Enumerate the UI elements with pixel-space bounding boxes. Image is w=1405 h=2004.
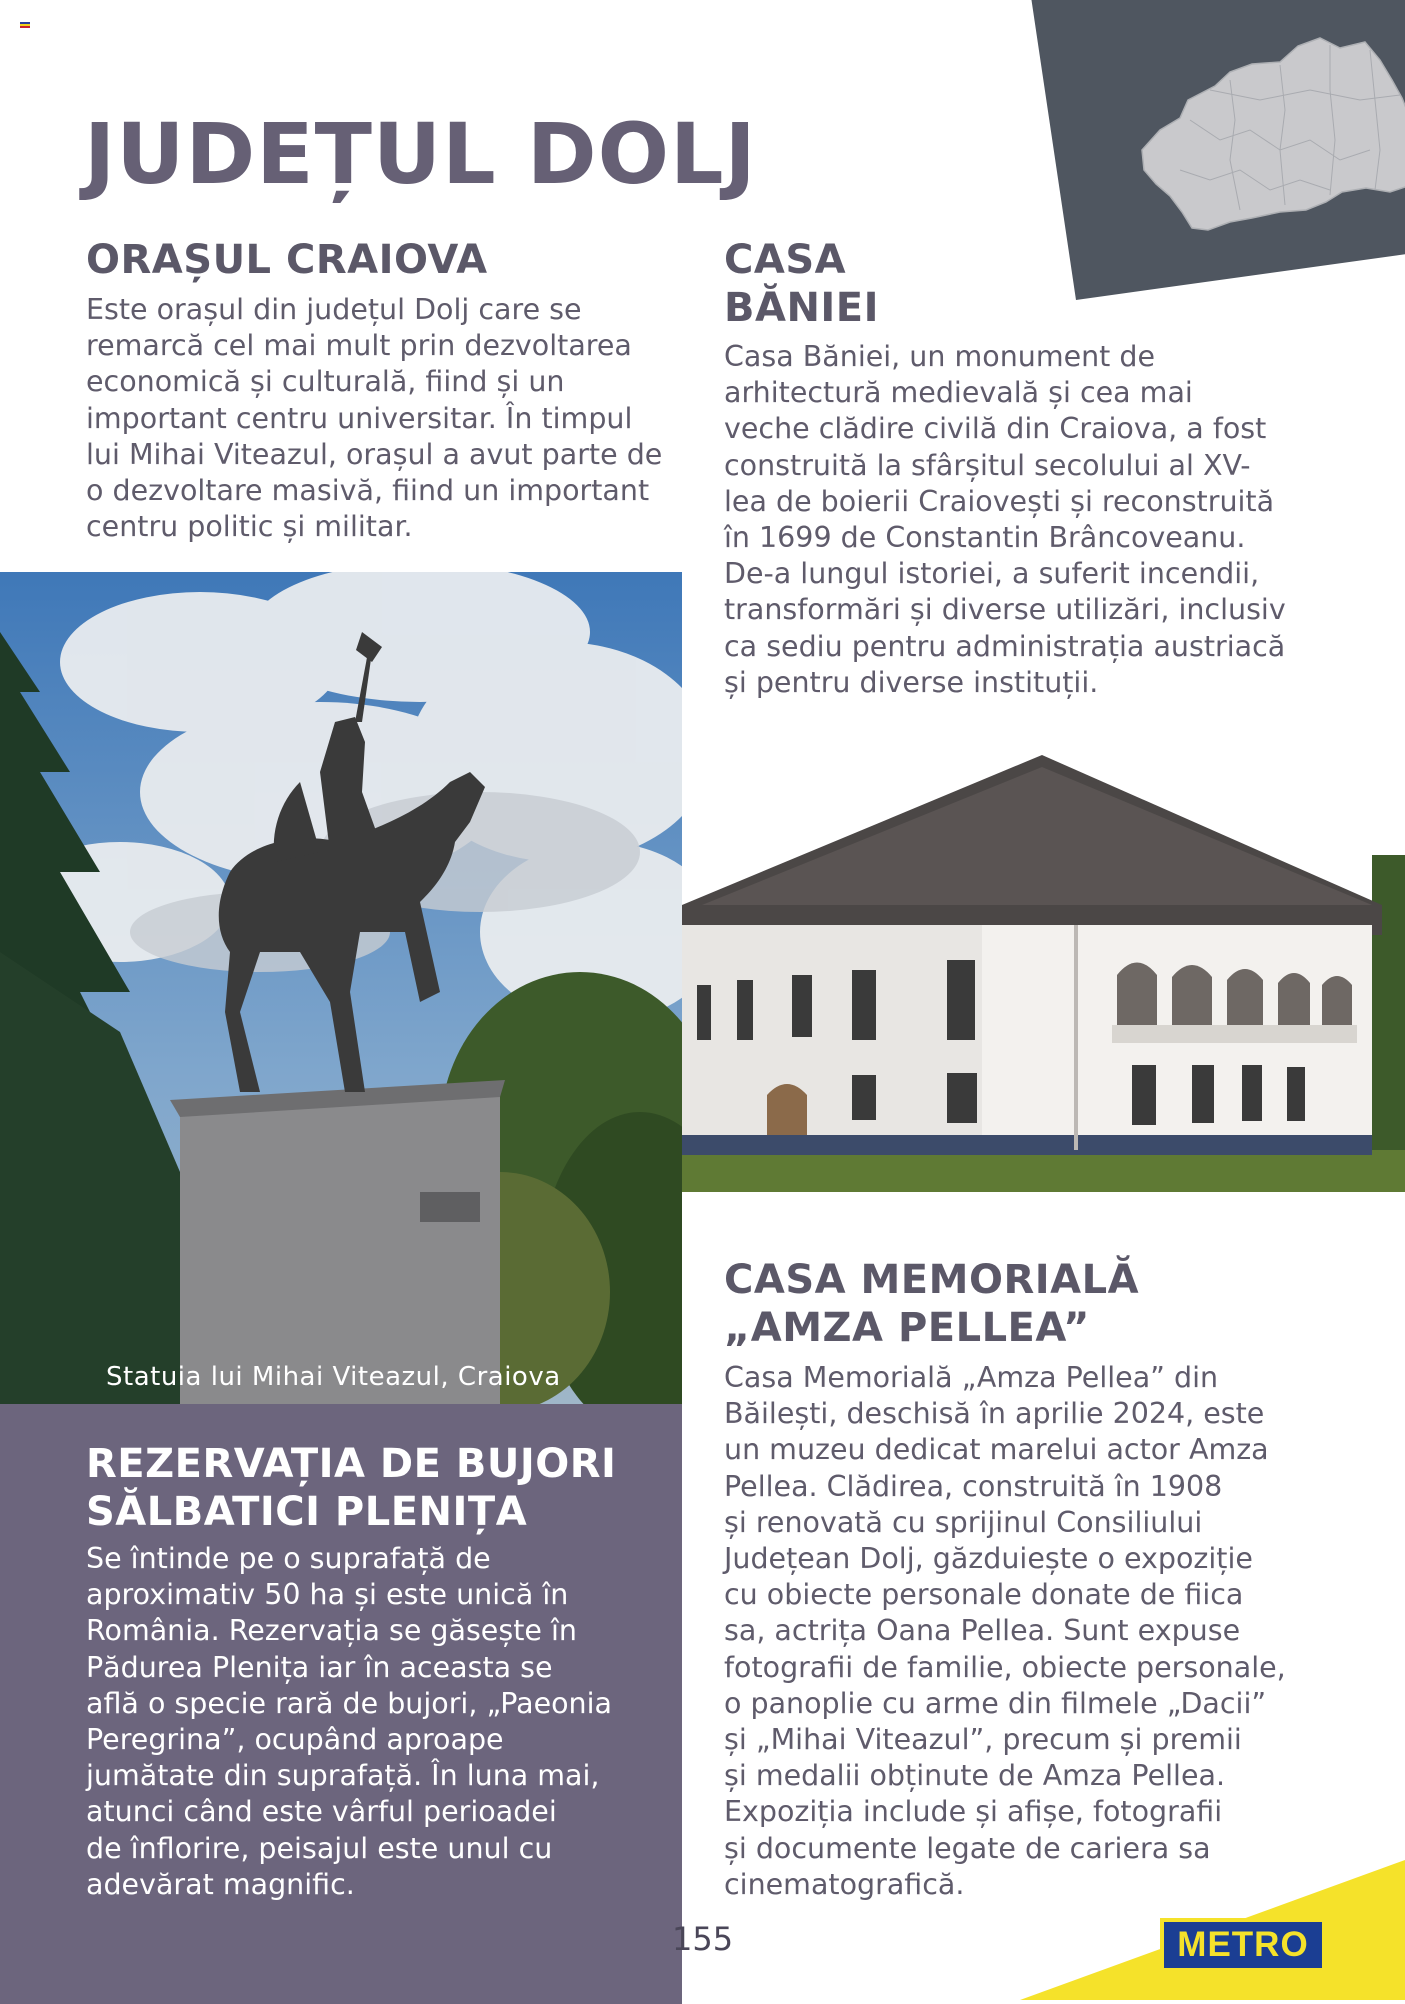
text-line: adevărat magnific. xyxy=(86,1867,355,1901)
text-line: atunci când este vârful perioadei xyxy=(86,1795,557,1829)
section-text-rezervatia xyxy=(86,1541,676,1903)
section-heading-casa-baniei xyxy=(724,236,879,332)
text-line: Casa Băniei, un monument de xyxy=(724,340,1156,373)
text-line: lui Mihai Viteazul, orașul a avut parte de xyxy=(86,437,663,471)
text-line: fotografii de familie, obiecte personale, xyxy=(724,1650,1286,1684)
text-line: construită la sfârșitul secolului al XV- xyxy=(724,448,1251,482)
text-line: De-a lungul istoriei, a suferit incendii, xyxy=(724,557,1260,591)
heading-line: BĂNIEI xyxy=(724,285,880,331)
text-line: și medalii obținute de Amza Pellea. xyxy=(724,1759,1226,1793)
text-line: important centru universitar. În timpul xyxy=(86,401,633,435)
heading-line: SĂLBATICI PLENIȚA xyxy=(86,1489,528,1535)
text-line: lea de boierii Craiovești și reconstruită xyxy=(724,484,1275,518)
section-heading-rezervatia xyxy=(86,1440,616,1536)
section-text-craiova xyxy=(86,292,686,545)
text-line: economică și culturală, fiind și un xyxy=(86,365,565,399)
photo-caption: Statuia lui Mihai Viteazul, Craiova xyxy=(106,1362,561,1392)
statue-photo xyxy=(0,572,682,1404)
text-line: Județean Dolj, găzduiește o expoziție xyxy=(724,1542,1253,1576)
section-text-amza-pellea xyxy=(724,1360,1374,1903)
text-line: și pentru diverse instituții. xyxy=(724,665,1099,699)
text-line: arhitectură medievală și cea mai xyxy=(724,376,1193,410)
heading-line: REZERVAȚIA DE BUJORI xyxy=(86,1441,617,1487)
text-line: sa, actrița Oana Pellea. Sunt expuse xyxy=(724,1614,1241,1648)
flag-icon xyxy=(20,22,30,28)
page-title: JUDEȚUL DOLJ xyxy=(84,105,757,203)
text-line: cinematografică. xyxy=(724,1867,965,1901)
text-line: remarcă cel mai mult prin dezvoltarea xyxy=(86,329,632,363)
page-number: 155 xyxy=(672,1920,734,1958)
heading-line: CASA xyxy=(724,237,847,283)
romania-map-panel xyxy=(1030,0,1405,300)
text-line: află o specie rară de bujori, „Paeonia xyxy=(86,1686,612,1720)
text-line: Casa Memorială „Amza Pellea” din xyxy=(724,1361,1219,1394)
text-line: România. Rezervația se găsește în xyxy=(86,1614,577,1648)
text-line: Pellea. Clădirea, construită în 1908 xyxy=(724,1469,1223,1503)
metro-logo: METRO xyxy=(1160,1918,1326,1972)
text-line: aproximativ 50 ha și este unică în xyxy=(86,1578,569,1612)
section-text-casa-baniei xyxy=(724,339,1364,701)
text-line: Este orașul din județul Dolj care se xyxy=(86,293,582,326)
text-line: de înflorire, peisajul este unul cu xyxy=(86,1831,553,1865)
text-line: un muzeu dedicat marelui actor Amza xyxy=(724,1433,1269,1467)
text-line: Expoziția include și afișe, fotografii xyxy=(724,1795,1223,1829)
section-heading-craiova: ORAȘUL CRAIOVA xyxy=(86,237,488,283)
casa-baniei-photo xyxy=(682,755,1405,1192)
text-line: Pădurea Plenița iar în aceasta se xyxy=(86,1650,553,1684)
section-heading-amza-pellea xyxy=(724,1256,1139,1352)
text-line: veche clădire civilă din Craiova, a fost xyxy=(724,412,1267,446)
text-line: Se întinde pe o suprafață de xyxy=(86,1542,491,1575)
text-line: și documente legate de cariera sa xyxy=(724,1831,1211,1865)
text-line: în 1699 de Constantin Brâncoveanu. xyxy=(724,521,1246,555)
text-line: cu obiecte personale donate de fiica xyxy=(724,1578,1244,1612)
text-line: Băilești, deschisă în aprilie 2024, este xyxy=(724,1397,1265,1431)
text-line: jumătate din suprafață. În luna mai, xyxy=(86,1759,600,1793)
text-line: ca sediu pentru administrația austriacă xyxy=(724,629,1286,663)
text-line: transformări și diverse utilizări, inclusiv xyxy=(724,593,1286,627)
text-line: o panoplie cu arme din filmele „Dacii” xyxy=(724,1686,1267,1720)
text-line: o dezvoltare masivă, fiind un important xyxy=(86,474,650,508)
text-line: și „Mihai Viteazul”, precum și premii xyxy=(724,1723,1242,1757)
heading-line: „AMZA PELLEA” xyxy=(724,1305,1090,1351)
text-line: și renovată cu sprijinul Consiliului xyxy=(724,1505,1203,1539)
text-line: centru politic și militar. xyxy=(86,510,413,544)
text-line: Peregrina”, ocupând aproape xyxy=(86,1723,504,1757)
heading-line: CASA MEMORIALĂ xyxy=(724,1257,1140,1303)
